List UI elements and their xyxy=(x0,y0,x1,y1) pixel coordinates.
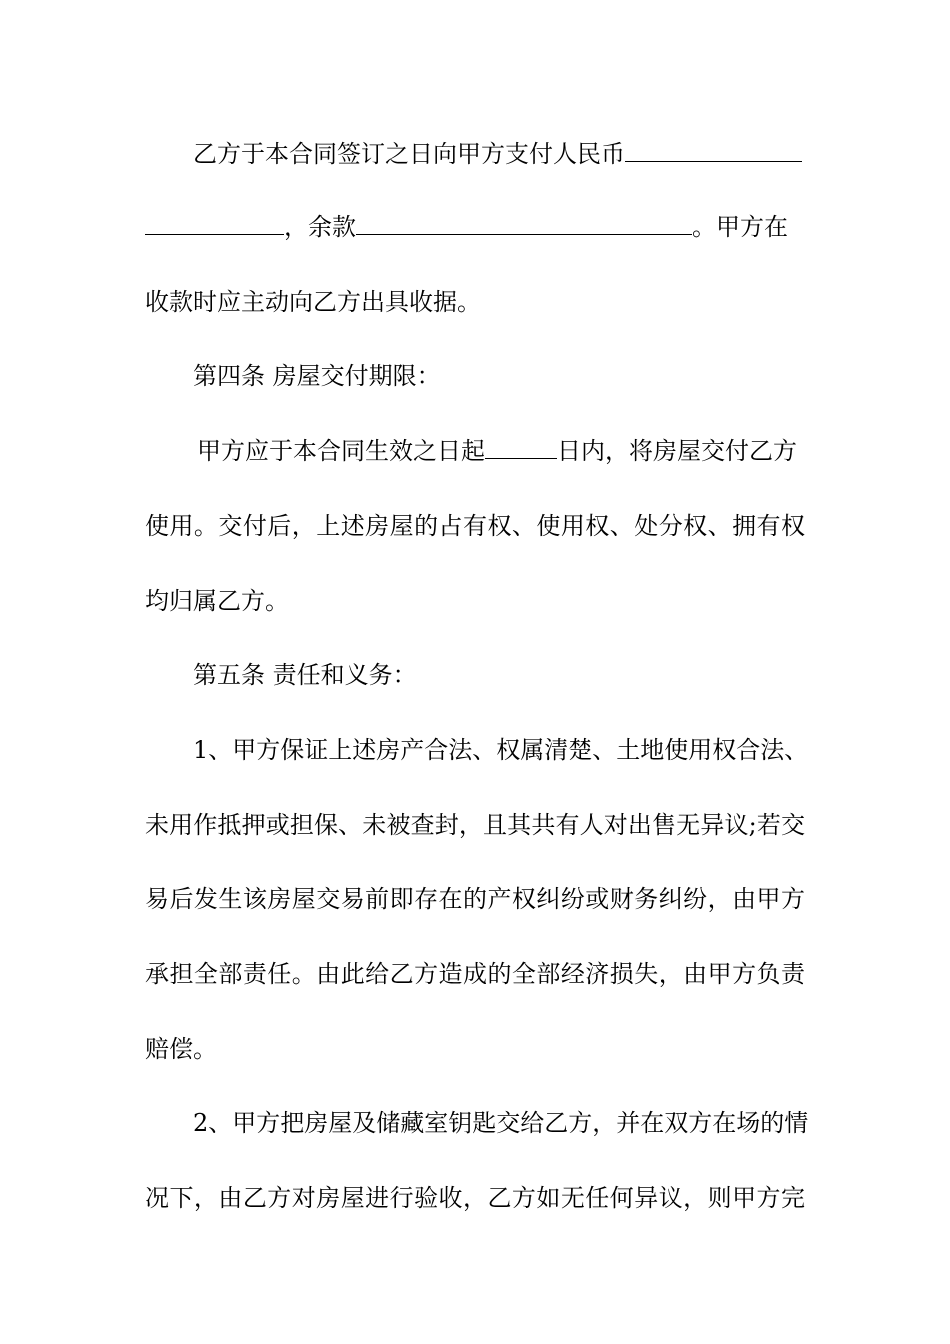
clause-1-line-4: 承担全部责任。由此给乙方造成的全部经济损失，由甲方负责 xyxy=(145,960,805,988)
remainder-blank xyxy=(356,214,692,235)
clause-2-line-1: 2、甲方把房屋及储藏室钥匙交给乙方，并在双方在场的情 xyxy=(193,1109,809,1137)
days-blank xyxy=(485,438,557,459)
amount-blank-2 xyxy=(145,214,284,235)
payment-text-2: 。甲方在 xyxy=(692,213,788,241)
clause-1-line-2: 未用作抵押或担保、未被查封，且其共有人对出售无异议;若交 xyxy=(145,811,805,839)
clause-2-line-2: 况下，由乙方对房屋进行验收，乙方如无任何异议，则甲方完 xyxy=(145,1184,805,1212)
remainder-label: ，余款 xyxy=(284,213,356,241)
payment-line-3 xyxy=(145,287,805,317)
payment-text-3: 收款时应主动向乙方出具收据。 xyxy=(145,288,481,316)
clause-1-line-3: 易后发生该房屋交易前即存在的产权纠纷或财务纠纷，由甲方 xyxy=(145,885,805,913)
payment-line-1 xyxy=(193,139,805,169)
article-4-line-1 xyxy=(197,436,805,466)
amount-blank-1 xyxy=(625,141,802,162)
payment-line-2 xyxy=(145,212,805,242)
clause-1-line-5: 赔偿。 xyxy=(145,1035,217,1063)
article-4-text-1b: 日内，将房屋交付乙方 xyxy=(557,437,797,465)
article-4-heading: 第四条 房屋交付期限： xyxy=(193,362,441,390)
article-4-line-2: 使用。交付后，上述房屋的占有权、使用权、处分权、拥有权 xyxy=(145,512,805,540)
payment-text-1: 乙方于本合同签订之日向甲方支付人民币 xyxy=(193,140,625,168)
article-4-title xyxy=(193,361,805,391)
clause-1-line-1: 1、甲方保证上述房产合法、权属清楚、土地使用权合法、 xyxy=(193,736,809,764)
article-5-title xyxy=(193,660,805,690)
article-5-heading: 第五条 责任和义务： xyxy=(193,661,417,689)
article-4-line-3: 均归属乙方。 xyxy=(145,587,289,615)
article-4-text-1a: 甲方应于本合同生效之日起 xyxy=(197,437,485,465)
